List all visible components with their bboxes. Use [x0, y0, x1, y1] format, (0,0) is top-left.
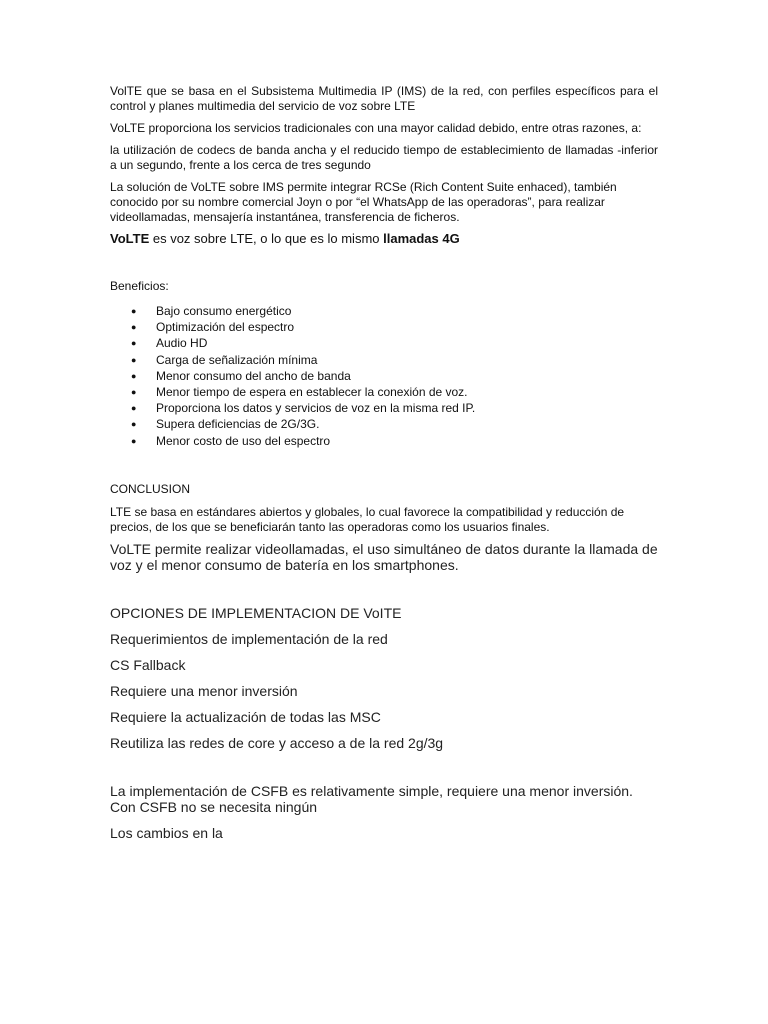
csfb-paragraph: La implementación de CSFB es relativamente simple, requiere una menor inversión. Con CSFB no se necesita ningún [110, 782, 633, 815]
paragraph-volte-quality: VoLTE proporciona los servicios tradicionales con una mayor calidad debido, entre otras razones, a: [110, 121, 642, 135]
bullet-icon: ● [131, 306, 137, 316]
list-item: ● Supera deficiencias de 2G/3G. [131, 417, 320, 432]
bullet-icon: ● [131, 370, 137, 381]
list-item: ● Menor consumo del ancho de banda [131, 368, 351, 383]
options-line: Requiere la actualización de todas las MSC [110, 708, 381, 725]
list-item: ● Optimización del espectro [131, 320, 295, 335]
list-item: ● Menor costo de uso del espectro [131, 433, 331, 448]
bullet-icon: ● [131, 322, 137, 333]
definition-text: es voz sobre LTE, o lo que es lo mismo [149, 231, 384, 246]
options-line: CS Fallback [110, 656, 186, 673]
conclusion-volte-paragraph: VoLTE permite realizar videollamadas, el uso simultáneo de datos durante la llamada de voz y el menor consumo de batería en los smartphones. [110, 540, 658, 573]
bold-llamadas-4g: llamadas 4G [383, 231, 460, 246]
document-body [110, 84, 658, 841]
csfb-last-line: Los cambios en la [110, 824, 223, 841]
list-item: ● Menor tiempo de espera en establecer la conexión de voz. [131, 385, 468, 400]
paragraph-rcse: La solución de VoLTE sobre IMS permite integrar RCSe (Rich Content Suite enhaced), también conocido por su nombre comercial Joyn o por “el WhatsApp de las operadoras”, para realizar videollamadas, mensajería instantánea, transferencia de ficheros. [110, 180, 617, 224]
options-line: Requiere una menor inversión [110, 682, 298, 699]
list-item: ● Carga de señalización mínima [131, 352, 318, 367]
bullet-icon: ● [131, 387, 137, 398]
options-line: Reutiliza las redes de core y acceso a de la red 2g/3g [110, 734, 444, 751]
paragraph-volte-definition [110, 231, 658, 247]
bullet-icon: ● [131, 354, 137, 365]
options-heading: OPCIONES DE IMPLEMENTACION DE VoITE [110, 604, 402, 621]
conclusion-lte-paragraph: LTE se basa en estándares abiertos y globales, lo cual favorece la compatibilidad y reducción de precios, de los que se beneficiarán tanto las operadoras como los usuarios finales. [110, 504, 625, 534]
list-item: ● Bajo consumo energético [131, 304, 292, 318]
benefits-heading: Beneficios: [110, 279, 169, 293]
bold-volte: VoLTE [110, 231, 150, 246]
paragraph-volte-ims: VolTE que se basa en el Subsistema Multimedia IP (IMS) de la red, con perfiles específicos para el control y planes multimedia del servicio de voz sobre LTE [110, 84, 658, 113]
paragraph-codecs: la utilización de codecs de banda ancha y el reducido tiempo de establecimiento de llamadas -inferior a un segundo, frente a los cerca de tres segundo [110, 143, 658, 172]
bullet-icon: ● [131, 403, 137, 414]
benefits-list [110, 303, 658, 449]
bullet-icon: ● [131, 419, 137, 430]
bullet-icon: ● [131, 338, 137, 349]
conclusion-heading: CONCLUSION [110, 481, 191, 496]
options-line: Requerimientos de implementación de la red [110, 630, 388, 647]
list-item: ● Audio HD [131, 336, 208, 351]
bullet-icon: ● [131, 435, 137, 446]
list-item: ● Proporciona los datos y servicios de voz en la misma red IP. [131, 401, 476, 416]
